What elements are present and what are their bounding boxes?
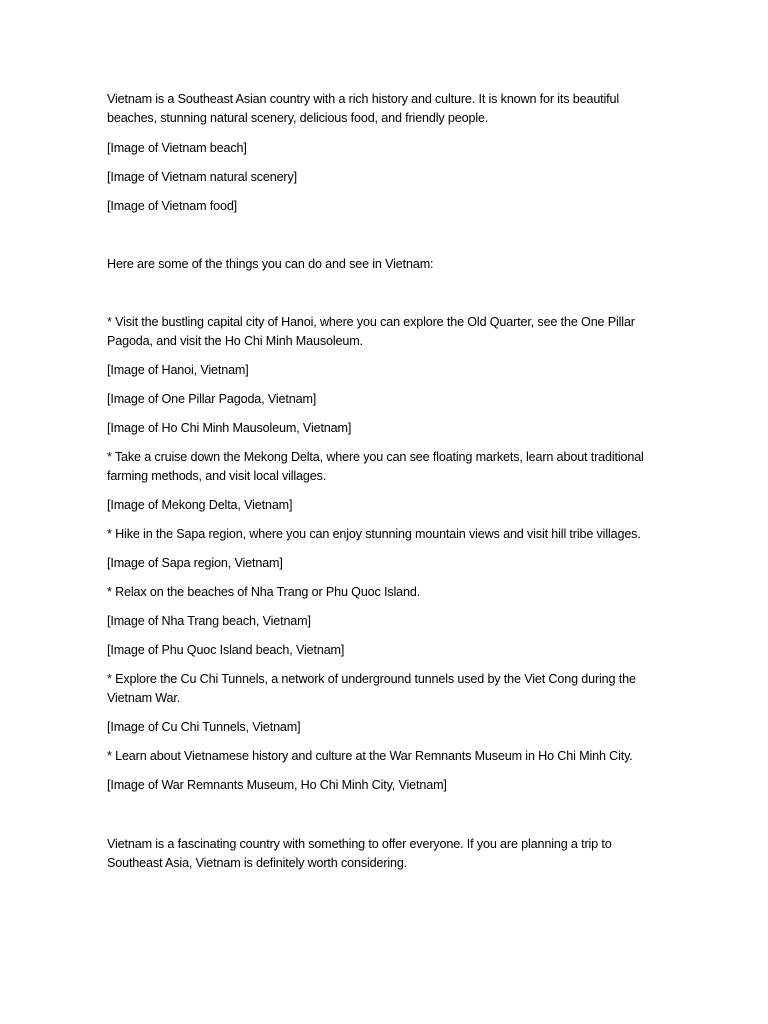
image-placeholder: [Image of Mekong Delta, Vietnam] [107,498,293,512]
bullet-item: * Hike in the Sapa region, where you can enjoy stunning mountain views and visit hill tribe villages. [107,527,641,541]
image-placeholder: [Image of Hanoi, Vietnam] [107,363,249,377]
image-placeholder: [Image of One Pillar Pagoda, Vietnam] [107,392,317,406]
image-placeholder: [Image of Sapa region, Vietnam] [107,556,283,570]
intro-paragraph: Vietnam is a Southeast Asian country with a rich history and culture. It is known for its beautiful beaches, stunning natural scenery, delicious food, and friendly people. [107,92,620,125]
image-placeholder: [Image of Phu Quoc Island beach, Vietnam] [107,643,345,657]
bullet-item: * Take a cruise down the Mekong Delta, where you can see floating markets, learn about traditional farming methods, and visit local villages. [107,450,644,483]
image-placeholder: [Image of Vietnam beach] [107,141,247,155]
bullet-item: * Relax on the beaches of Nha Trang or Phu Quoc Island. [107,585,421,599]
image-placeholder: [Image of Vietnam food] [107,199,238,213]
image-placeholder: [Image of Ho Chi Minh Mausoleum, Vietnam] [107,421,352,435]
closing-paragraph: Vietnam is a fascinating country with something to offer everyone. If you are planning a trip to Southeast Asia, Vietnam is definitely worth considering. [107,837,612,870]
image-placeholder: [Image of War Remnants Museum, Ho Chi Minh City, Vietnam] [107,778,447,792]
bullet-item: * Learn about Vietnamese history and culture at the War Remnants Museum in Ho Chi Minh City. [107,749,633,763]
section-intro-paragraph: Here are some of the things you can do and see in Vietnam: [107,257,434,271]
image-placeholder: [Image of Vietnam natural scenery] [107,170,297,184]
bullet-item: * Visit the bustling capital city of Hanoi, where you can explore the Old Quarter, see the One Pillar Pagoda, and visit the Ho Chi Minh Mausoleum. [107,315,635,348]
image-placeholder: [Image of Nha Trang beach, Vietnam] [107,614,311,628]
bullet-item: * Explore the Cu Chi Tunnels, a network of underground tunnels used by the Viet Cong during the Vietnam War. [107,672,636,705]
image-placeholder: [Image of Cu Chi Tunnels, Vietnam] [107,720,301,734]
